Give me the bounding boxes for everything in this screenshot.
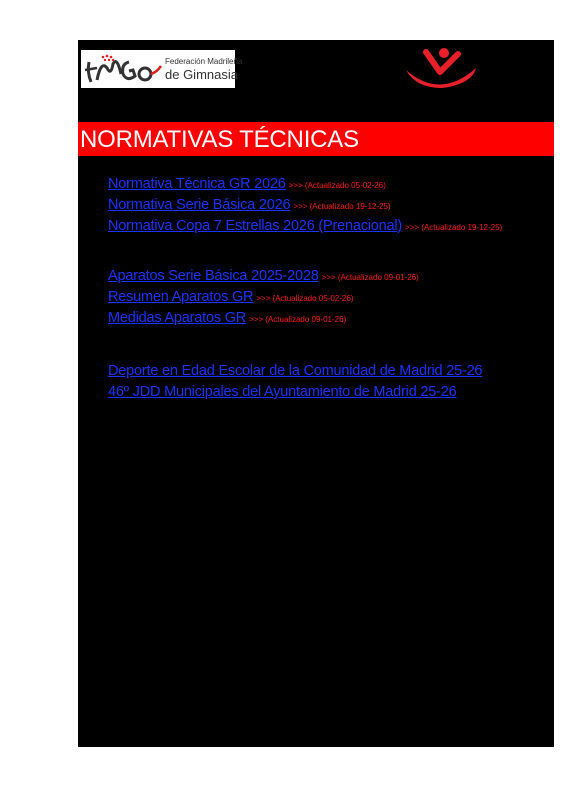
- aparatos-group: [108, 265, 419, 328]
- normativas-group: [108, 173, 502, 236]
- document-page: [78, 40, 554, 747]
- fmg-logo-icon: [83, 52, 163, 86]
- update-note: >>> (Actualizado 05-02-26): [256, 294, 354, 303]
- competiciones-group: [108, 360, 482, 402]
- medidas-aparatos-gr-link[interactable]: Medidas Aparatos GR: [108, 310, 247, 326]
- resumen-aparatos-gr-link[interactable]: Resumen Aparatos GR: [108, 289, 254, 305]
- page-title: NORMATIVAS TÉCNICAS: [80, 126, 359, 153]
- jdd-municipales-link[interactable]: 46º JDD Municipales del Ayuntamiento de Madrid 25-26: [108, 384, 457, 400]
- list-item: [108, 307, 419, 328]
- logo-line-2: de Gimnasia: [165, 67, 238, 82]
- list-item: [108, 381, 482, 402]
- update-note: >>> (Actualizado 05-02-26): [288, 181, 386, 190]
- section-banner: [78, 122, 554, 156]
- aparatos-serie-basica-link[interactable]: Aparatos Serie Básica 2025-2028: [108, 268, 319, 284]
- list-item: [108, 194, 502, 215]
- normativa-copa-7-estrellas-link[interactable]: Normativa Copa 7 Estrellas 2026 (Prenacional): [108, 218, 403, 234]
- normativa-tecnica-gr-link[interactable]: Normativa Técnica GR 2026: [108, 176, 286, 192]
- update-note: >>> (Actualizado 19-12-25): [293, 202, 391, 211]
- update-note: >>> (Actualizado 09-01-26): [321, 273, 419, 282]
- deporte-edad-escolar-link[interactable]: Deporte en Edad Escolar de la Comunidad de Madrid 25-26: [108, 363, 483, 379]
- list-item: [108, 360, 482, 381]
- gymnast-icon: [402, 44, 480, 94]
- update-note: >>> (Actualizado 09-01-26): [249, 315, 347, 324]
- list-item: [108, 215, 502, 236]
- list-item: [108, 265, 419, 286]
- update-note: >>> (Actualizado 19-12-25): [405, 223, 503, 232]
- normativa-serie-basica-link[interactable]: Normativa Serie Básica 2026: [108, 197, 291, 213]
- list-item: [108, 173, 502, 194]
- logo-line-1: Federación Madrileña: [165, 57, 243, 66]
- federation-logo: [81, 50, 243, 88]
- list-item: [108, 286, 419, 307]
